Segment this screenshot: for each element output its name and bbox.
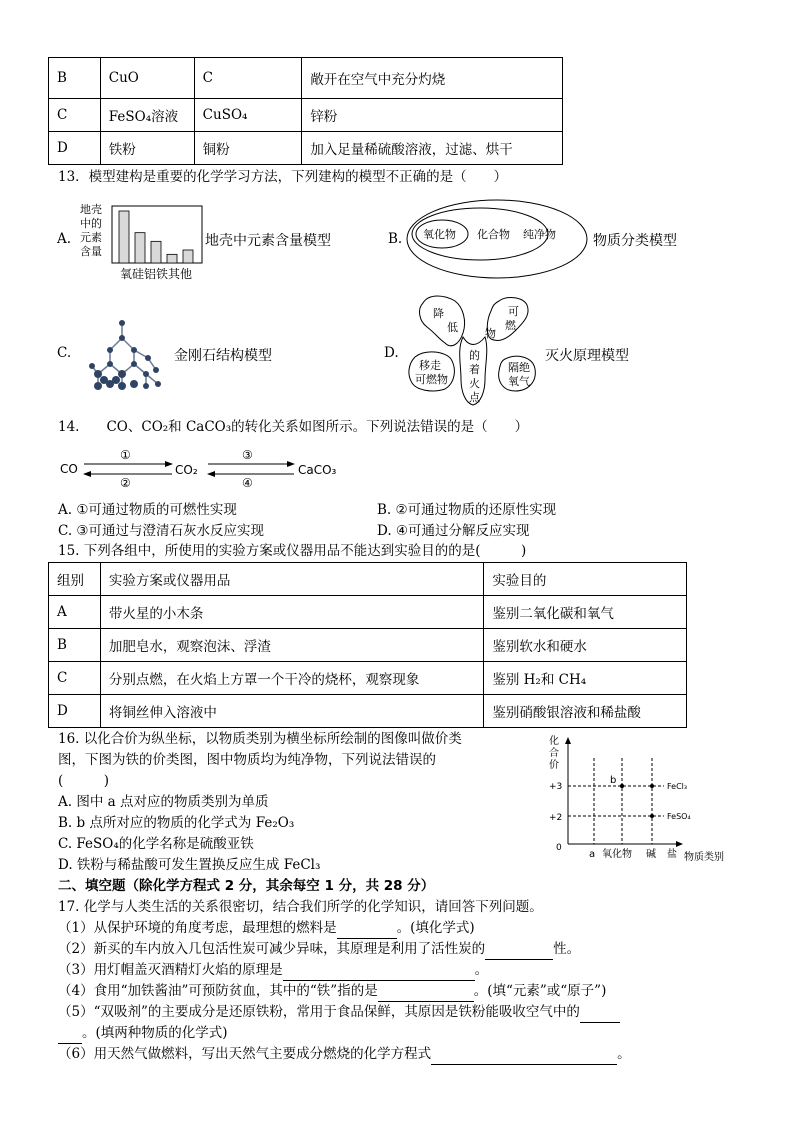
table-header-row: [49, 563, 687, 596]
label-point-a: a: [589, 849, 596, 860]
question-16-stem-2: 图，下图为铁的价类图，图中物质均为纯净物，下列说法错误的: [58, 752, 436, 768]
table-row: [49, 58, 563, 99]
matter-classification-model: [405, 198, 590, 280]
table-cell: C: [49, 662, 101, 695]
table-cell: 带火星的小木条: [100, 596, 483, 629]
q17-line-6: [58, 1044, 631, 1065]
arrow-label-2: ②: [120, 476, 131, 488]
x-axis-label: 物质类别: [684, 852, 724, 863]
q16-option-c: C. FeSO₄的化学名称是硫酸亚铁: [58, 836, 254, 852]
table-row: [49, 99, 563, 132]
prompt-text: 。: [617, 1046, 631, 1062]
label-combustible-2: 燃: [505, 319, 516, 332]
answer-blank[interactable]: [431, 1044, 617, 1065]
table-cell: 加肥皂水，观察泡沫、浮渣: [100, 629, 483, 662]
node-co2: CO₂: [175, 463, 198, 477]
diamond-structure-model: [82, 318, 168, 396]
prompt-text: （1）从保护环境的角度考虑，最理想的燃料是: [58, 920, 337, 936]
table-cell: CuO: [100, 58, 194, 99]
q17-line-2: [58, 939, 580, 960]
column-header: 组别: [49, 563, 101, 596]
point-feso4: [650, 814, 654, 818]
answer-blank[interactable]: [580, 1002, 620, 1023]
question-15-stem: 15. 下列各组中，所使用的实验方案或仪器用品不能达到实验目的的是( ): [58, 543, 527, 559]
label-remove: 可燃物: [415, 373, 448, 386]
label-combustible-1: 可: [508, 305, 519, 318]
q14-option-b: B. ②可通过物质的还原性实现: [377, 502, 557, 518]
q17-line-1: [58, 918, 475, 939]
q13-option-d-letter: D.: [384, 345, 399, 361]
table-row: [49, 596, 687, 629]
ylabel-line: 中的: [80, 217, 102, 230]
question-16-stem-1: 16. 以化合价为纵坐标，以物质类别为横坐标所绘制的图像叫做价类: [58, 731, 462, 747]
label-compound: 化合物: [477, 228, 510, 241]
table-cell: D: [49, 132, 101, 165]
arrow-label-4: ④: [242, 476, 253, 488]
prompt-text: （6）用天然气做燃料，写出天然气主要成分燃烧的化学方程式: [58, 1046, 432, 1062]
y-tick-0: 0: [556, 843, 562, 853]
table-cell: 敞开在空气中充分灼烧: [302, 58, 563, 99]
crust-bar: [167, 254, 177, 263]
label-lower-1: 降: [433, 307, 444, 320]
prompt-text: （3）用灯帽盖灭酒精灯火焰的原理是: [58, 962, 283, 978]
x-category-oxide: 氧化物: [602, 849, 632, 860]
table-cell: B: [49, 629, 101, 662]
label-center: 点: [469, 391, 480, 404]
table-cell: 鉴别二氧化碳和氧气: [484, 596, 687, 629]
point-b: [620, 784, 624, 788]
table-cell: 鉴别 H₂和 CH₄: [484, 662, 687, 695]
label-oxide: 氧化物: [423, 228, 456, 241]
table-cell: 铁粉: [100, 132, 194, 165]
y-tick-3: +3: [549, 782, 563, 792]
answer-blank[interactable]: [337, 918, 397, 939]
table-cell: 加入足量稀硫酸溶液，过滤、烘干: [302, 132, 563, 165]
crust-bar: [119, 211, 129, 263]
answer-blank[interactable]: [283, 960, 475, 981]
table-cell: CuSO₄: [194, 99, 302, 132]
question-14-stem: 14. CO、CO₂和 CaCO₃的转化关系如图所示。下列说法错误的是（ ）: [58, 419, 529, 435]
arrow-label-3: ③: [242, 448, 253, 462]
table-cell: C: [49, 99, 101, 132]
q13-option-c-letter: C.: [57, 345, 72, 361]
q14-option-a: A. ①可通过物质的可燃性实现: [58, 502, 237, 518]
point-fecl3: [650, 784, 654, 788]
node-caco3: CaCO₃: [298, 463, 337, 477]
table-cell: B: [49, 58, 101, 99]
fire-extinguishing-model: [405, 293, 540, 410]
node-co: CO: [60, 462, 78, 476]
experiment-table: [48, 562, 687, 728]
section-2-title: 二、填空题（除化学方程式 2 分，其余每空 1 分，共 28 分）: [58, 878, 435, 894]
table-cell: C: [194, 58, 302, 99]
q13-option-c-caption: 金刚石结构模型: [174, 348, 272, 364]
table-cell: 鉴别软水和硬水: [484, 629, 687, 662]
q13-option-a-caption: 地壳中元素含量模型: [205, 233, 331, 249]
x-category-salt: 盐: [667, 849, 677, 860]
q17-line-5a: [58, 1002, 620, 1023]
q13-option-b-caption: 物质分类模型: [593, 233, 677, 249]
ylabel-line: 元素: [80, 231, 102, 244]
label-isolate: 氧气: [508, 375, 530, 388]
y-axis-label: 合: [549, 748, 559, 759]
carbon-conversion-diagram: [58, 444, 358, 488]
q17-line-4: [58, 981, 606, 1002]
q14-option-c: C. ③可通过与澄清石灰水反应实现: [58, 523, 265, 539]
table-cell: 将铜丝伸入溶液中: [100, 695, 483, 728]
crust-bar: [135, 233, 145, 263]
ylabel-line: 含量: [80, 245, 102, 258]
prompt-text: 。(填化学式): [396, 920, 475, 936]
answer-blank[interactable]: [378, 981, 474, 1002]
prompt-text: （5）“双吸剂”的主要成分是还原铁粉，常用于食品保鲜，其原因是铁粉能吸收空气中的: [58, 1004, 580, 1020]
prompt-text: 。(填两种物质的化学式): [82, 1025, 228, 1041]
crust-bar: [183, 250, 193, 263]
label-feso4: FeSO₄: [667, 812, 691, 821]
label-remove: 移走: [419, 359, 441, 372]
prompt-text: 。: [474, 962, 489, 978]
q14-option-d: D. ④可通过分解反应实现: [377, 523, 530, 539]
table-cell: FeSO₄溶液: [100, 99, 194, 132]
table-cell: 锌粉: [302, 99, 563, 132]
label-center: 的: [469, 349, 480, 362]
label-lower-2: 低: [447, 321, 458, 334]
q13-option-b-letter: B.: [388, 231, 403, 247]
crust-element-bar-model: [80, 198, 205, 284]
table-cell: D: [49, 695, 101, 728]
prompt-text: 。(填“元素”或“原子”): [473, 983, 607, 999]
q13-option-d-caption: 灭火原理模型: [545, 348, 629, 364]
y-tick-2: +2: [549, 813, 563, 823]
q13-option-a-letter: A.: [57, 231, 72, 247]
label-isolate: 隔绝: [508, 361, 530, 374]
q16-option-a: A. 图中 a 点对应的物质类别为单质: [58, 794, 269, 810]
q16-option-b: B. b 点所对应的物质的化学式为 Fe₂O₃: [58, 815, 295, 831]
prompt-text: （2）新买的车内放入几包活性炭可减少异味，其原理是利用了活性炭的: [58, 941, 486, 957]
label-point-b: b: [610, 775, 617, 786]
table-row: [49, 629, 687, 662]
table-cell: 分别点燃，在火焰上方罩一个干冷的烧杯，观察现象: [100, 662, 483, 695]
x-category-base: 碱: [646, 849, 656, 860]
answer-blank[interactable]: [58, 1023, 82, 1044]
ylabel-line: 地壳: [80, 203, 102, 216]
label-center: 火: [469, 377, 480, 390]
arrow-label-1: ①: [120, 448, 131, 462]
label-fecl3: FeCl₃: [667, 782, 688, 791]
q17-line-3: [58, 960, 488, 981]
question-17-stem: 17. 化学与人类生活的关系很密切，结合我们所学的化学知识，请回答下列问题。: [58, 899, 543, 915]
table-row: [49, 662, 687, 695]
prompt-text: （4）食用“加铁酱油”可预防贫血，其中的“铁”指的是: [58, 983, 378, 999]
table-row: [49, 132, 563, 165]
prompt-text: 性。: [553, 941, 581, 957]
y-axis-label: 价: [549, 760, 559, 771]
y-axis-label: 化: [549, 736, 559, 747]
table-cell: 铜粉: [194, 132, 302, 165]
crust-bar: [151, 241, 161, 263]
table-cell: A: [49, 596, 101, 629]
column-header: 实验目的: [484, 563, 687, 596]
label-center: 物: [485, 327, 496, 340]
question-16-stem-3: ( ): [58, 773, 110, 789]
q16-option-d: D. 铁粉与稀盐酸可发生置换反应生成 FeCl₃: [58, 857, 321, 873]
q17-line-5b: [58, 1023, 228, 1044]
column-header: 实验方案或仪器用品: [100, 563, 483, 596]
label-center: 着: [469, 363, 480, 376]
label-pure: 纯净物: [523, 228, 556, 241]
x-axis-label: 氧硅铝铁其他: [120, 267, 193, 281]
table-row: [49, 695, 687, 728]
question-13-stem: 13．模型建构是重要的化学学习方法，下列建构的模型不正确的是（ ）: [58, 169, 508, 185]
answer-blank[interactable]: [485, 939, 553, 960]
table-cell: 鉴别硝酸银溶液和稀盐酸: [484, 695, 687, 728]
iron-valence-class-chart: [536, 732, 736, 870]
reagent-table: [48, 57, 563, 165]
